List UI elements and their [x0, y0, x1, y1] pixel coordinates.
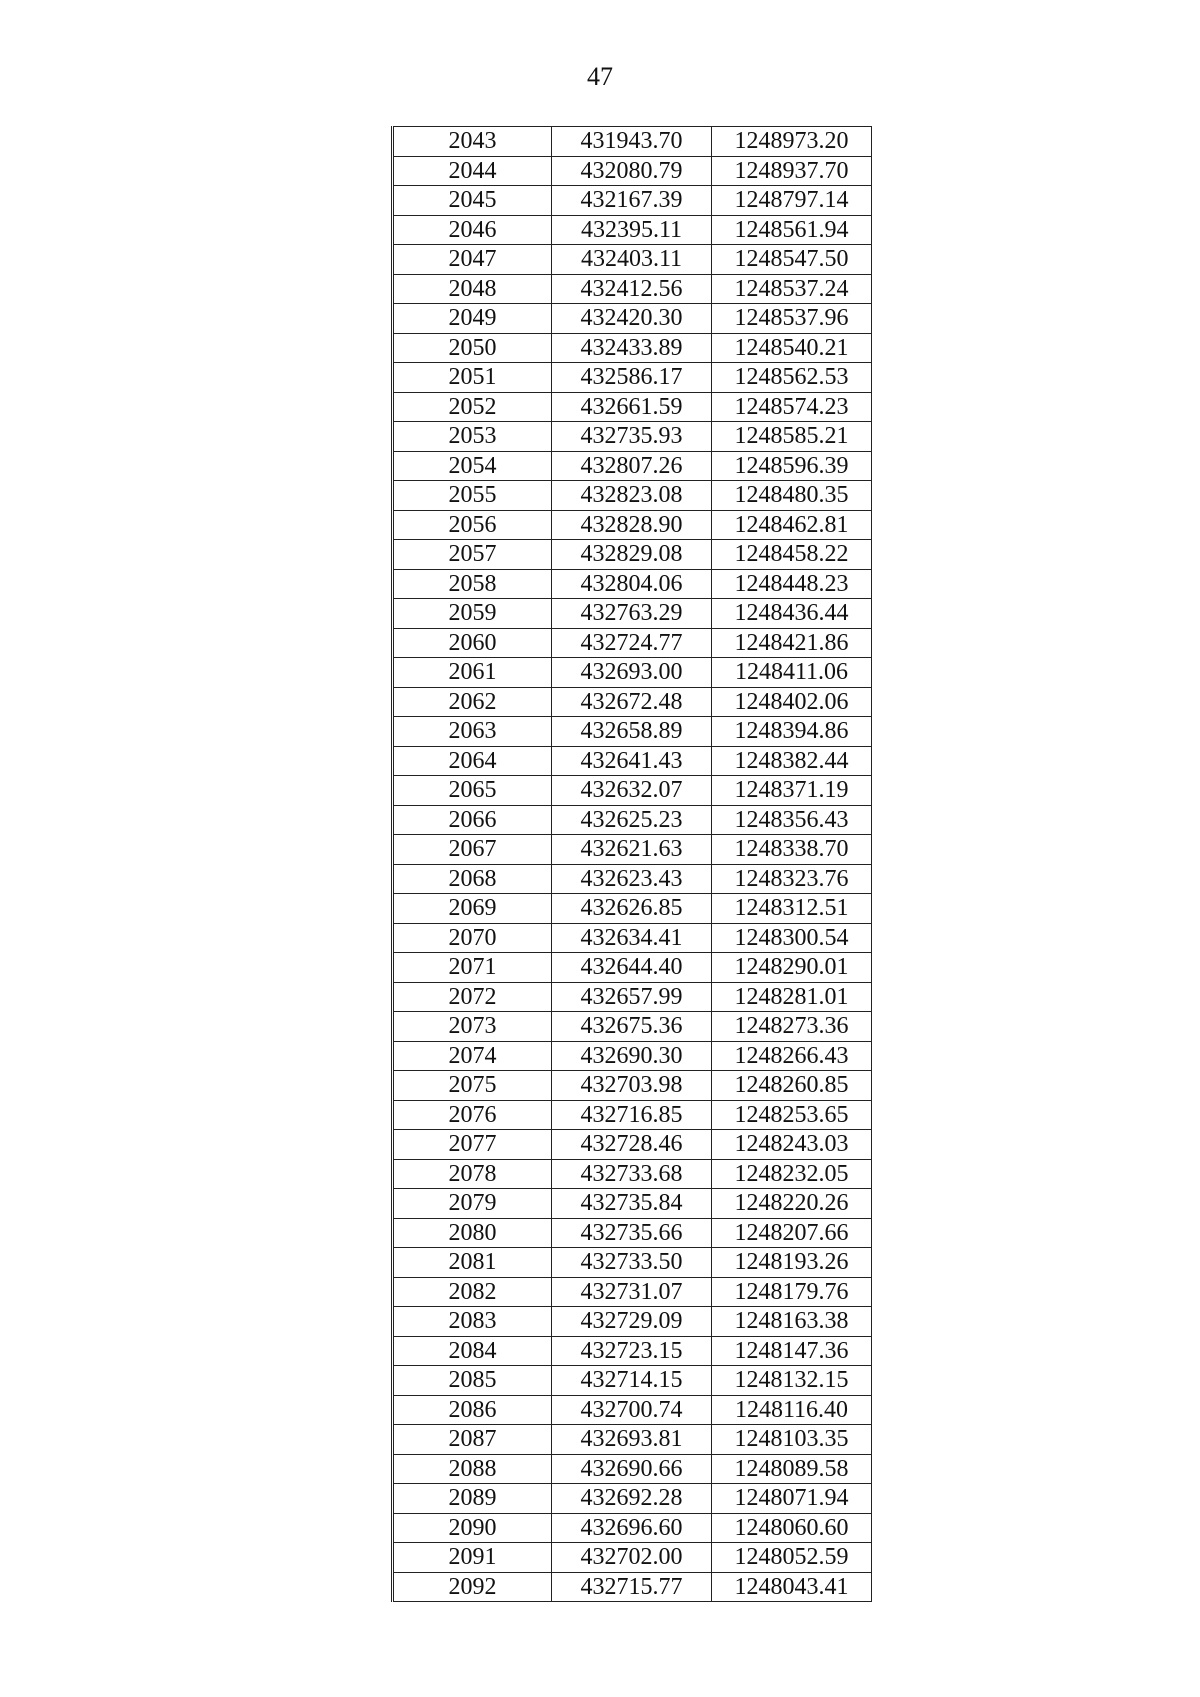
- x-coordinate-cell: 432735.84: [552, 1189, 712, 1219]
- y-coordinate-cell: 1248253.65: [712, 1100, 872, 1130]
- table-row: [393, 274, 872, 304]
- y-coordinate-cell: 1248448.23: [712, 569, 872, 599]
- table-row: [393, 776, 872, 806]
- table-row: [393, 1012, 872, 1042]
- y-coordinate-cell: 1248436.44: [712, 599, 872, 629]
- table-row: [393, 1100, 872, 1130]
- table-row: [393, 953, 872, 983]
- table-row: [393, 835, 872, 865]
- table-row: [393, 363, 872, 393]
- point-number-cell: 2071: [393, 953, 552, 983]
- x-coordinate-cell: 432696.60: [552, 1513, 712, 1543]
- table-row: [393, 687, 872, 717]
- y-coordinate-cell: 1248585.21: [712, 422, 872, 452]
- x-coordinate-cell: 432395.11: [552, 215, 712, 245]
- table-row: [393, 1484, 872, 1514]
- table-row: [393, 1543, 872, 1573]
- y-coordinate-cell: 1248043.41: [712, 1572, 872, 1602]
- x-coordinate-cell: 432724.77: [552, 628, 712, 658]
- y-coordinate-cell: 1248382.44: [712, 746, 872, 776]
- x-coordinate-cell: 432403.11: [552, 245, 712, 275]
- x-coordinate-cell: 432661.59: [552, 392, 712, 422]
- coordinates-table-body: [393, 127, 872, 1602]
- table-row: [393, 510, 872, 540]
- table-row: [393, 245, 872, 275]
- x-coordinate-cell: 432658.89: [552, 717, 712, 747]
- table-row: [393, 805, 872, 835]
- point-number-cell: 2066: [393, 805, 552, 835]
- x-coordinate-cell: 432700.74: [552, 1395, 712, 1425]
- x-coordinate-cell: 432672.48: [552, 687, 712, 717]
- table-row: [393, 451, 872, 481]
- point-number-cell: 2047: [393, 245, 552, 275]
- table-row: [393, 1277, 872, 1307]
- y-coordinate-cell: 1248561.94: [712, 215, 872, 245]
- table-row: [393, 1248, 872, 1278]
- x-coordinate-cell: 432586.17: [552, 363, 712, 393]
- point-number-cell: 2058: [393, 569, 552, 599]
- y-coordinate-cell: 1248060.60: [712, 1513, 872, 1543]
- y-coordinate-cell: 1248421.86: [712, 628, 872, 658]
- y-coordinate-cell: 1248273.36: [712, 1012, 872, 1042]
- point-number-cell: 2053: [393, 422, 552, 452]
- table-row: [393, 1159, 872, 1189]
- table-row: [393, 127, 872, 157]
- y-coordinate-cell: 1248574.23: [712, 392, 872, 422]
- point-number-cell: 2080: [393, 1218, 552, 1248]
- table-row: [393, 864, 872, 894]
- y-coordinate-cell: 1248973.20: [712, 127, 872, 157]
- point-number-cell: 2054: [393, 451, 552, 481]
- point-number-cell: 2081: [393, 1248, 552, 1278]
- y-coordinate-cell: 1248537.24: [712, 274, 872, 304]
- x-coordinate-cell: 432167.39: [552, 186, 712, 216]
- y-coordinate-cell: 1248462.81: [712, 510, 872, 540]
- y-coordinate-cell: 1248243.03: [712, 1130, 872, 1160]
- y-coordinate-cell: 1248193.26: [712, 1248, 872, 1278]
- point-number-cell: 2063: [393, 717, 552, 747]
- point-number-cell: 2068: [393, 864, 552, 894]
- point-number-cell: 2056: [393, 510, 552, 540]
- point-number-cell: 2084: [393, 1336, 552, 1366]
- x-coordinate-cell: 432641.43: [552, 746, 712, 776]
- table-row: [393, 215, 872, 245]
- table-row: [393, 1336, 872, 1366]
- x-coordinate-cell: 432829.08: [552, 540, 712, 570]
- y-coordinate-cell: 1248220.26: [712, 1189, 872, 1219]
- x-coordinate-cell: 432690.30: [552, 1041, 712, 1071]
- point-number-cell: 2089: [393, 1484, 552, 1514]
- point-number-cell: 2045: [393, 186, 552, 216]
- table-row: [393, 481, 872, 511]
- y-coordinate-cell: 1248089.58: [712, 1454, 872, 1484]
- y-coordinate-cell: 1248232.05: [712, 1159, 872, 1189]
- x-coordinate-cell: 432692.28: [552, 1484, 712, 1514]
- point-number-cell: 2069: [393, 894, 552, 924]
- x-coordinate-cell: 432735.66: [552, 1218, 712, 1248]
- y-coordinate-cell: 1248540.21: [712, 333, 872, 363]
- x-coordinate-cell: 432703.98: [552, 1071, 712, 1101]
- y-coordinate-cell: 1248281.01: [712, 982, 872, 1012]
- point-number-cell: 2060: [393, 628, 552, 658]
- table-row: [393, 1130, 872, 1160]
- point-number-cell: 2078: [393, 1159, 552, 1189]
- x-coordinate-cell: 432420.30: [552, 304, 712, 334]
- y-coordinate-cell: 1248290.01: [712, 953, 872, 983]
- table-row: [393, 658, 872, 688]
- table-row: [393, 982, 872, 1012]
- y-coordinate-cell: 1248402.06: [712, 687, 872, 717]
- y-coordinate-cell: 1248103.35: [712, 1425, 872, 1455]
- table-row: [393, 422, 872, 452]
- x-coordinate-cell: 432634.41: [552, 923, 712, 953]
- y-coordinate-cell: 1248323.76: [712, 864, 872, 894]
- y-coordinate-cell: 1248480.35: [712, 481, 872, 511]
- y-coordinate-cell: 1248411.06: [712, 658, 872, 688]
- point-number-cell: 2065: [393, 776, 552, 806]
- y-coordinate-cell: 1248356.43: [712, 805, 872, 835]
- point-number-cell: 2090: [393, 1513, 552, 1543]
- point-number-cell: 2092: [393, 1572, 552, 1602]
- point-number-cell: 2055: [393, 481, 552, 511]
- table-row: [393, 1513, 872, 1543]
- x-coordinate-cell: 432714.15: [552, 1366, 712, 1396]
- x-coordinate-cell: 431943.70: [552, 127, 712, 157]
- point-number-cell: 2051: [393, 363, 552, 393]
- table-row: [393, 304, 872, 334]
- point-number-cell: 2077: [393, 1130, 552, 1160]
- y-coordinate-cell: 1248266.43: [712, 1041, 872, 1071]
- y-coordinate-cell: 1248052.59: [712, 1543, 872, 1573]
- y-coordinate-cell: 1248394.86: [712, 717, 872, 747]
- table-row: [393, 1041, 872, 1071]
- point-number-cell: 2082: [393, 1277, 552, 1307]
- table-row: [393, 156, 872, 186]
- y-coordinate-cell: 1248797.14: [712, 186, 872, 216]
- y-coordinate-cell: 1248116.40: [712, 1395, 872, 1425]
- y-coordinate-cell: 1248312.51: [712, 894, 872, 924]
- y-coordinate-cell: 1248179.76: [712, 1277, 872, 1307]
- table-row: [393, 1071, 872, 1101]
- point-number-cell: 2072: [393, 982, 552, 1012]
- y-coordinate-cell: 1248338.70: [712, 835, 872, 865]
- y-coordinate-cell: 1248547.50: [712, 245, 872, 275]
- table-row: [393, 1454, 872, 1484]
- point-number-cell: 2088: [393, 1454, 552, 1484]
- x-coordinate-cell: 432433.89: [552, 333, 712, 363]
- y-coordinate-cell: 1248937.70: [712, 156, 872, 186]
- x-coordinate-cell: 432412.56: [552, 274, 712, 304]
- x-coordinate-cell: 432621.63: [552, 835, 712, 865]
- y-coordinate-cell: 1248537.96: [712, 304, 872, 334]
- point-number-cell: 2075: [393, 1071, 552, 1101]
- x-coordinate-cell: 432693.00: [552, 658, 712, 688]
- x-coordinate-cell: 432716.85: [552, 1100, 712, 1130]
- y-coordinate-cell: 1248371.19: [712, 776, 872, 806]
- x-coordinate-cell: 432763.29: [552, 599, 712, 629]
- y-coordinate-cell: 1248562.53: [712, 363, 872, 393]
- x-coordinate-cell: 432675.36: [552, 1012, 712, 1042]
- x-coordinate-cell: 432693.81: [552, 1425, 712, 1455]
- table-row: [393, 1189, 872, 1219]
- table-row: [393, 1307, 872, 1337]
- y-coordinate-cell: 1248132.15: [712, 1366, 872, 1396]
- x-coordinate-cell: 432731.07: [552, 1277, 712, 1307]
- table-row: [393, 923, 872, 953]
- point-number-cell: 2048: [393, 274, 552, 304]
- table-row: [393, 1572, 872, 1602]
- point-number-cell: 2046: [393, 215, 552, 245]
- table-row: [393, 333, 872, 363]
- table-row: [393, 717, 872, 747]
- x-coordinate-cell: 432804.06: [552, 569, 712, 599]
- x-coordinate-cell: 432715.77: [552, 1572, 712, 1602]
- table-row: [393, 894, 872, 924]
- y-coordinate-cell: 1248458.22: [712, 540, 872, 570]
- point-number-cell: 2049: [393, 304, 552, 334]
- table-row: [393, 1366, 872, 1396]
- coordinates-table: [391, 126, 872, 1602]
- point-number-cell: 2052: [393, 392, 552, 422]
- x-coordinate-cell: 432728.46: [552, 1130, 712, 1160]
- point-number-cell: 2044: [393, 156, 552, 186]
- table-row: [393, 1425, 872, 1455]
- point-number-cell: 2087: [393, 1425, 552, 1455]
- point-number-cell: 2079: [393, 1189, 552, 1219]
- point-number-cell: 2086: [393, 1395, 552, 1425]
- table-row: [393, 540, 872, 570]
- x-coordinate-cell: 432625.23: [552, 805, 712, 835]
- point-number-cell: 2070: [393, 923, 552, 953]
- point-number-cell: 2061: [393, 658, 552, 688]
- point-number-cell: 2074: [393, 1041, 552, 1071]
- table-row: [393, 392, 872, 422]
- table-row: [393, 569, 872, 599]
- point-number-cell: 2062: [393, 687, 552, 717]
- x-coordinate-cell: 432723.15: [552, 1336, 712, 1366]
- point-number-cell: 2059: [393, 599, 552, 629]
- x-coordinate-cell: 432632.07: [552, 776, 712, 806]
- point-number-cell: 2073: [393, 1012, 552, 1042]
- y-coordinate-cell: 1248207.66: [712, 1218, 872, 1248]
- point-number-cell: 2085: [393, 1366, 552, 1396]
- x-coordinate-cell: 432733.68: [552, 1159, 712, 1189]
- table-row: [393, 186, 872, 216]
- y-coordinate-cell: 1248147.36: [712, 1336, 872, 1366]
- x-coordinate-cell: 432080.79: [552, 156, 712, 186]
- table-row: [393, 1218, 872, 1248]
- y-coordinate-cell: 1248260.85: [712, 1071, 872, 1101]
- x-coordinate-cell: 432690.66: [552, 1454, 712, 1484]
- point-number-cell: 2083: [393, 1307, 552, 1337]
- x-coordinate-cell: 432828.90: [552, 510, 712, 540]
- y-coordinate-cell: 1248300.54: [712, 923, 872, 953]
- x-coordinate-cell: 432623.43: [552, 864, 712, 894]
- y-coordinate-cell: 1248071.94: [712, 1484, 872, 1514]
- point-number-cell: 2067: [393, 835, 552, 865]
- x-coordinate-cell: 432733.50: [552, 1248, 712, 1278]
- x-coordinate-cell: 432823.08: [552, 481, 712, 511]
- x-coordinate-cell: 432644.40: [552, 953, 712, 983]
- point-number-cell: 2064: [393, 746, 552, 776]
- y-coordinate-cell: 1248596.39: [712, 451, 872, 481]
- x-coordinate-cell: 432807.26: [552, 451, 712, 481]
- point-number-cell: 2043: [393, 127, 552, 157]
- x-coordinate-cell: 432735.93: [552, 422, 712, 452]
- y-coordinate-cell: 1248163.38: [712, 1307, 872, 1337]
- x-coordinate-cell: 432626.85: [552, 894, 712, 924]
- page-number: 47: [587, 62, 613, 91]
- point-number-cell: 2091: [393, 1543, 552, 1573]
- x-coordinate-cell: 432657.99: [552, 982, 712, 1012]
- point-number-cell: 2050: [393, 333, 552, 363]
- table-row: [393, 599, 872, 629]
- table-row: [393, 746, 872, 776]
- table-row: [393, 1395, 872, 1425]
- x-coordinate-cell: 432729.09: [552, 1307, 712, 1337]
- point-number-cell: 2076: [393, 1100, 552, 1130]
- point-number-cell: 2057: [393, 540, 552, 570]
- table-row: [393, 628, 872, 658]
- x-coordinate-cell: 432702.00: [552, 1543, 712, 1573]
